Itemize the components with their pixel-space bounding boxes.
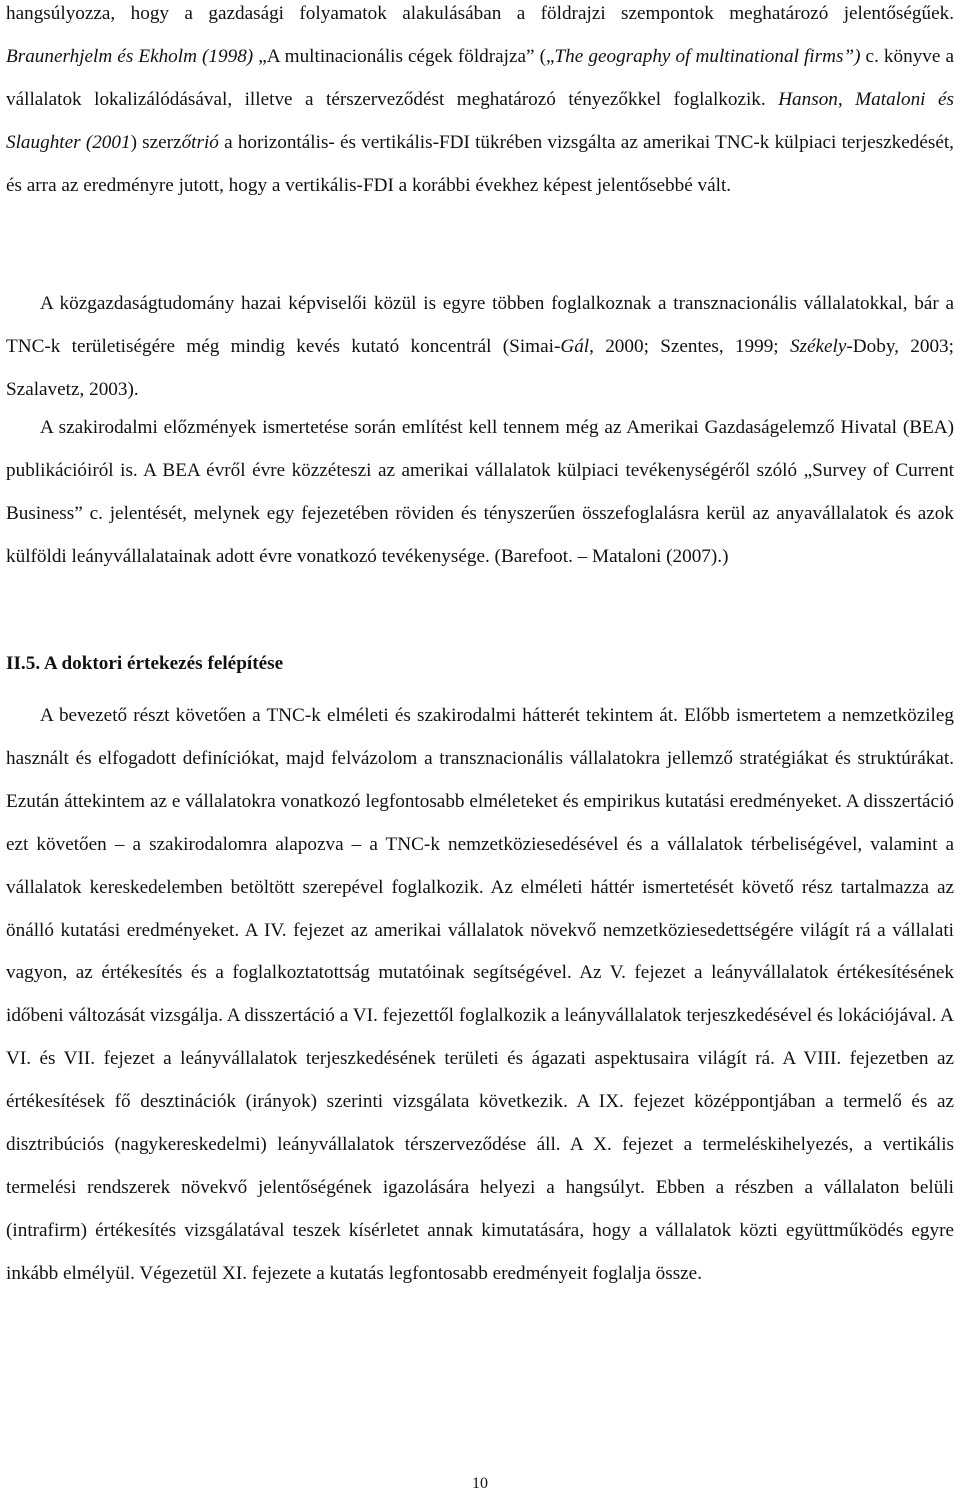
section-heading: II.5. A doktori értekezés felépítése xyxy=(6,653,284,674)
paragraph-hungarian-research xyxy=(6,283,954,412)
author-name-italic: Gál xyxy=(560,335,590,357)
emphasis-italic: őtrió xyxy=(181,131,219,153)
paragraph-text: -Doby, 2003; Szalavetz, 2003). xyxy=(6,335,954,400)
page-number: 10 xyxy=(472,1475,488,1492)
book-title-italic: The geography of multinational firms”) xyxy=(554,45,861,67)
paragraph-text: , 2000; Szentes, 1999; xyxy=(589,335,790,357)
paragraph-text: A közgazdaságtudomány hazai képviselői közül is egyre többen foglalkoznak a transznacionális vállalatokkal, bár a TNC-k területiségére még mindig kevés kutató koncentrál (Simai- xyxy=(6,293,954,357)
paragraph-dissertation-structure: A bevezető részt követően a TNC-k elméleti és szakirodalmi hátterét tekintem át. Előbb ismertetem a nemzetközileg használt és elfogadott definíciókat, majd felvázolom a transznacionális vállalatokra jellemző stratégiákat és struktúrákat. Ezután áttekintem az e vállalatokra vonatkozó legfontosabb elméleteket és empirikus kutatási eredményeket. A disszertáció ezt követően – a szakirodalomra alapozva – a TNC-k nemzetköziesedésével és a vállalatok térbeliségével, valamint a vállalatok kereskedelemben betöltött szerepével foglalkozik. Az elméleti háttér ismertetését követő rész tartalmazza az önálló kutatási eredményeket. A IV. fejezet az amerikai vállalatok növekvő nemzetköziesedettségére világít rá a vállalati vagyon, az értékesítés és a foglalkoztatottság mutatóinak segítségével. Az V. fejezet a leányvállalatok értékesítésének időbeni változását vizsgálja. A disszertáció a VI. fejezettől foglalkozik a leányvállalatok terjeszkedésével és lokációjával. A VI. és VII. fejezet a leányvállalatok terjeszkedésének területi és ágazati aspektusaira világít rá. A VIII. fejezetben az értékesítések fő desztinációk (irányok) szerinti vizsgálata következik. A IX. fejezet középpontjában a termelő és az disztribúciós (nagykereskedelmi) leányvállalatok térszerveződése áll. A X. fejezet a termeléskihelyezés, a vertikális termelési rendszerek növekvő jelentőségének igazolására helyezi a hangsúlyt. Ebben a részben a vállalaton belüli (intrafirm) értékesítés vizsgálatával teszek kísérletet annak kimutatására, hogy a vállalatok közti együttműködés egyre inkább elmélyül. Végezetül XI. fejezete a kutatás legfontosabb eredményeit foglalja össze. xyxy=(6,705,954,1284)
paragraph-text: ) szerz xyxy=(130,131,182,153)
paragraph-literature-continued xyxy=(6,0,954,208)
paragraph-bea-publications: A szakirodalmi előzmények ismertetése során említést kell tennem még az Amerikai Gazdaságelemző Hivatal (BEA) publikációiról is. A BEA évről évre közzéteszi az amerikai vállalatok külpiaci tevékenységéről szóló „Survey of Current Business” c. jelentését, melynek egy fejezetében röviden és tényszerűen összefoglalásra kerül az anyavállalatok és azok külföldi leányvállalatainak adott évre vonatkozó tevékenysége. (Barefoot. – Mataloni (2007).) xyxy=(6,417,954,567)
author-reference-italic: Hanson, Mataloni és Slaughter (2001 xyxy=(6,88,954,153)
paragraph-text: c. könyve a vállalatok lokalizálódásával, illetve a térszerveződést meghatározó tényezőkkel foglalkozik. xyxy=(6,45,955,110)
paragraph-text: a horizontális- és vertikális-FDI tükrében vizsgálta az amerikai TNC-k külpiaci terjeszkedését, és arra az eredményre jutott, hogy a vertikális-FDI a korábbi évekhez képest jelentősebbé vált. xyxy=(6,131,954,196)
paragraph-text: hangsúlyozza, hogy a gazdasági folyamatok alakulásában a földrajzi szempontok meghatározó jelentőségűek. xyxy=(6,3,954,24)
paragraph-text: „A multinacionális cégek földrajza” („ xyxy=(253,45,555,67)
author-name-italic: Székely xyxy=(789,335,847,357)
author-reference-italic: Braunerhjelm és Ekholm (1998) xyxy=(6,45,254,67)
